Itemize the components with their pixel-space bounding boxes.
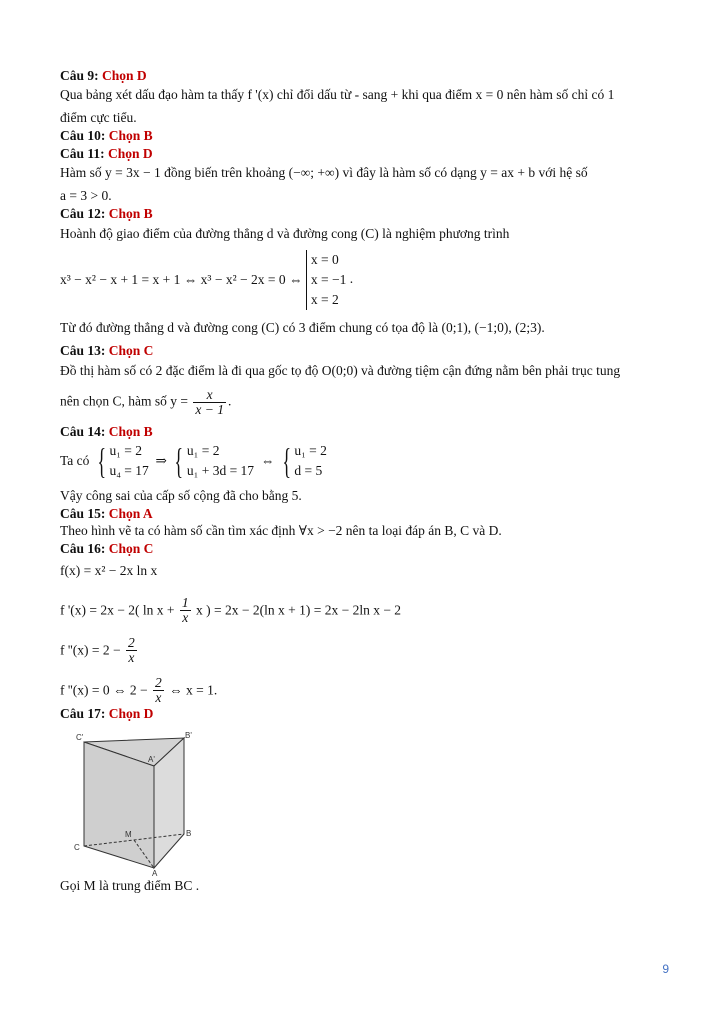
question-label: Câu 16:: [60, 541, 106, 556]
q10-heading: [60, 128, 153, 144]
fraction: [193, 388, 226, 417]
q14-heading: [60, 424, 153, 440]
q14-prefix: Ta có: [60, 453, 90, 468]
answer-choice: Chọn B: [108, 128, 153, 143]
question-label: Câu 10:: [60, 128, 106, 143]
denominator: x: [155, 690, 162, 705]
question-label: Câu 11:: [60, 146, 105, 161]
answer-choice: Chọn A: [108, 506, 153, 521]
q9-text-1: Qua bảng xét dấu đạo hàm ta thấy f '(x) chỉ đổi dấu từ - sang + khi qua điểm x = 0 nên hàm số chỉ có 1: [60, 87, 615, 102]
q12-text-1: Hoành độ giao điểm của đường thẳng d và đường cong (C) là nghiệm phương trình: [60, 226, 510, 241]
denominator: x: [182, 610, 189, 625]
system-3: [294, 441, 327, 481]
system-row: u₁ = 2: [109, 443, 143, 458]
q16-line-3: [60, 636, 139, 665]
vertex-label: B': [185, 731, 192, 740]
denominator: x: [128, 650, 135, 665]
vertex-label: B: [186, 829, 192, 838]
q12-heading: [60, 206, 153, 222]
question-label: Câu 13:: [60, 343, 106, 358]
question-label: Câu 12:: [60, 206, 106, 221]
answer-choice: Chọn B: [108, 424, 153, 439]
system-1: [109, 441, 148, 481]
question-label: Câu 14:: [60, 424, 106, 439]
q12-solution-set: [306, 250, 346, 310]
solution: x = 2: [310, 292, 339, 307]
answer-choice: Chọn C: [108, 541, 154, 556]
fraction: [153, 676, 164, 705]
q17-heading: [60, 706, 153, 722]
q12-equation: x³ − x² − x + 1 = x + 1 ⇔ x³ − x² − 2x = 0 ⇔ x = 0 x = −1 x = 2 .: [60, 250, 353, 310]
system-row: d = 5: [294, 463, 323, 478]
q16-line-4b: ⇔ x = 1.: [169, 682, 218, 698]
answer-choice: Chọn D: [108, 706, 154, 721]
vertex-label: A: [152, 869, 158, 878]
q16-line-2b: x ) = 2x − 2(ln x + 1) = 2x − 2ln x − 2: [196, 602, 402, 618]
vertex-label: C: [74, 843, 80, 852]
answer-choice: Chọn C: [108, 343, 154, 358]
q14-text-2: Vậy công sai của cấp số cộng đã cho bằng 5.: [60, 488, 302, 503]
q14-systems: Ta có { u₁ = 2 u₄ = 17 ⇒ { u₁ = 2 u₁ + 3d = 17 ⇔ { u₁ = 2 d = 5: [60, 441, 327, 481]
q16-line-4: [60, 676, 217, 705]
vertex-label: M: [125, 830, 132, 839]
numerator: x: [193, 388, 226, 403]
q16-line-1: f(x) = x² − 2x ln x: [60, 563, 158, 578]
q15-heading: [60, 506, 153, 522]
q16-line-2a: f '(x) = 2x − 2( ln x +: [60, 602, 175, 618]
page-number: 9: [662, 962, 669, 976]
answer-choice: Chọn D: [102, 68, 147, 83]
vertex-label: C': [76, 733, 84, 742]
q13-text-1: Đồ thị hàm số có 2 đặc điểm là đi qua gốc tọ độ O(0;0) và đường tiệm cận đứng nằm bên phải trục tung: [60, 363, 621, 378]
q16-heading: [60, 541, 153, 557]
system-row: u₄ = 17: [109, 463, 149, 478]
q11-heading: [60, 146, 153, 162]
q16-line-4a: f ''(x) = 0 ⇔ 2 −: [60, 682, 148, 698]
answer-choice: Chọn D: [108, 146, 153, 161]
system-2: [187, 441, 254, 481]
question-label: Câu 17:: [60, 706, 106, 721]
q13-heading: [60, 343, 153, 359]
q13-text-2: nên chọn C, hàm số y = $\frac{x}{x - 1}$ .: [60, 387, 232, 417]
fraction: [180, 596, 191, 625]
q16-line-3a: f ''(x) = 2 −: [60, 642, 121, 658]
system-row: u₁ = 2: [186, 443, 220, 458]
solution: x = 0: [310, 252, 339, 267]
question-label: Câu 9:: [60, 68, 99, 83]
system-row: u₁ + 3d = 17: [186, 463, 255, 478]
question-label: Câu 15:: [60, 506, 106, 521]
denominator: x − 1: [195, 402, 224, 417]
q12-eq-left: x³ − x² − x + 1 = x + 1 ⇔ x³ − x² − 2x = 0 ⇔: [60, 272, 303, 287]
vertex-label: A': [148, 755, 155, 764]
system-row: u₁ = 2: [294, 443, 327, 458]
prism-figure: [60, 728, 210, 878]
fraction: [126, 636, 137, 665]
q16-line-2: [60, 596, 401, 625]
q9-text-2: điểm cực tiểu.: [60, 110, 137, 125]
q12-text-2: Từ đó đường thẳng d và đường cong (C) có 3 điểm chung có tọa độ là (0;1), (−1;0), (2;3).: [60, 320, 545, 335]
q9-heading: [60, 68, 147, 84]
numerator: 1: [181, 595, 189, 610]
q17-text-1: Gọi M là trung điểm BC .: [60, 878, 200, 893]
solution: x = −1: [310, 272, 347, 287]
answer-choice: Chọn B: [108, 206, 153, 221]
numerator: 2: [154, 675, 162, 690]
q11-text-2: a = 3 > 0.: [60, 188, 112, 203]
q15-text-1: Theo hình vẽ ta có hàm số cần tìm xác định ∀x > −2 nên ta loại đáp án B, C và D.: [60, 523, 502, 538]
q11-text-1: Hàm số y = 3x − 1 đồng biến trên khoảng (−∞; +∞) vì đây là hàm số có dạng y = ax + b với hệ số: [60, 165, 588, 180]
q13-text-2-lead: nên chọn C, hàm số y =: [60, 393, 188, 409]
numerator: 2: [127, 635, 135, 650]
